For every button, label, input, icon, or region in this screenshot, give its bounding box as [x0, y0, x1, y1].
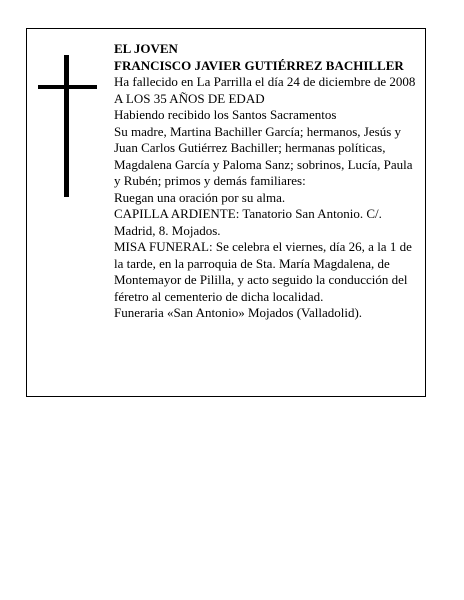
obituary-notice — [26, 28, 426, 397]
sacraments-statement: Habiendo recibido los Santos Sacramentos — [114, 107, 337, 122]
cross-horizontal-bar — [38, 85, 97, 89]
prayer-request: Ruegan una oración por su alma. — [114, 189, 286, 205]
deceased-name: FRANCISCO JAVIER GUTIÉRREZ BACHILLER — [114, 57, 404, 73]
notice-label: EL JOVEN — [114, 41, 178, 56]
death-statement: Ha fallecido en La Parrilla el día 24 de diciembre de 2008 — [114, 74, 416, 89]
notice-body — [114, 41, 422, 322]
funeral-mass-info: MISA FUNERAL: Se celebra el viernes, día 26, a la 1 de la tarde, en la parroquia de Sta. María Magdalena, de Montemayor de Pililla, y acto seguido la conducción del féretro al cementerio de dicha localidad. — [114, 239, 412, 304]
family-list: Su madre, Martina Bachiller García; hermanos, Jesús y Juan Carlos Gutiérrez Bachiller; hermanas políticas, Magdalena García y Paloma Sanz; sobrinos, Lucía, Paula y Rubén; primos y demás familiares: — [114, 123, 413, 188]
age-statement: A LOS 35 AÑOS DE EDAD — [114, 90, 265, 106]
cross-vertical-bar — [64, 55, 69, 197]
chapel-info: CAPILLA ARDIENTE: Tanatorio San Antonio. C/. Madrid, 8. Mojados. — [114, 206, 382, 238]
funeral-home: Funeraria «San Antonio» Mojados (Valladolid). — [114, 305, 363, 320]
